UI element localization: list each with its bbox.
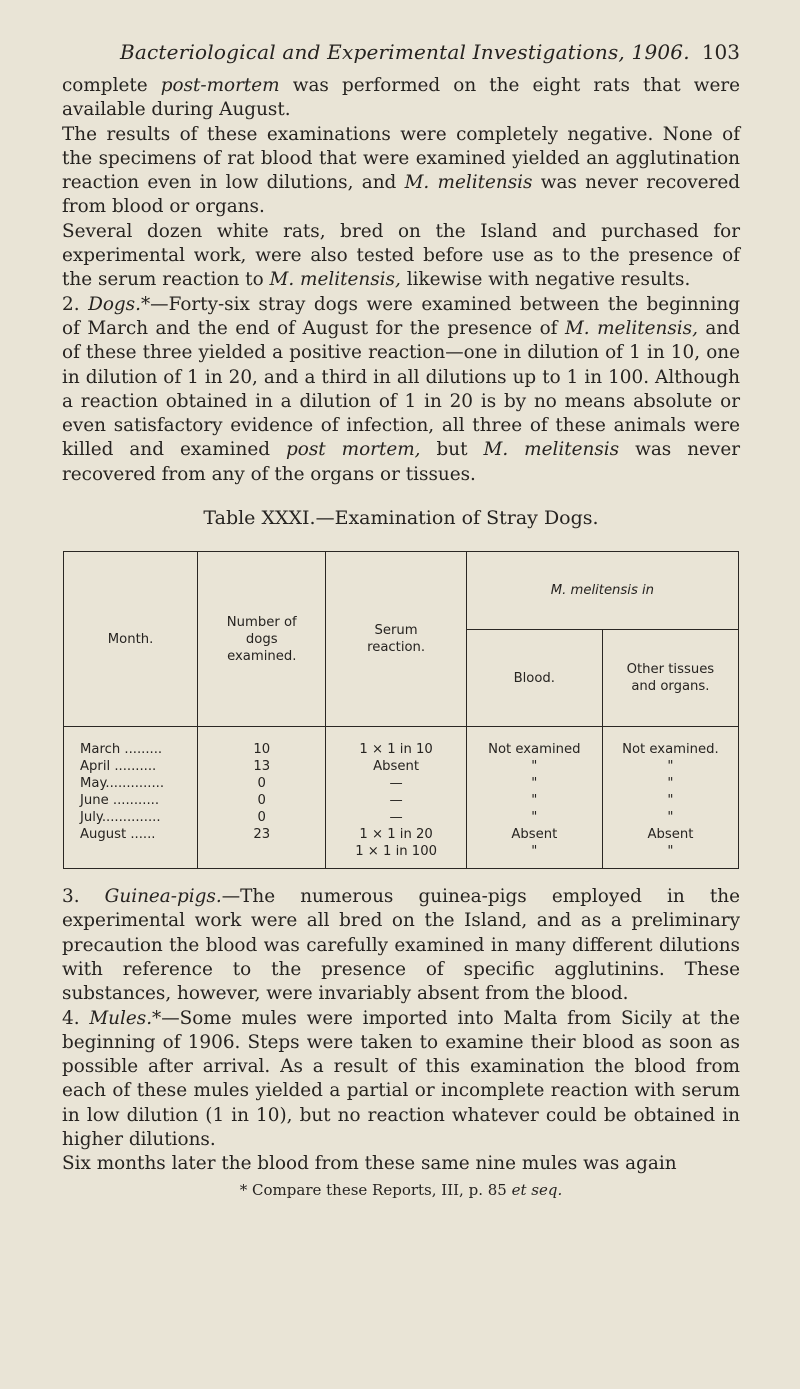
- paragraph: [62, 885, 740, 1006]
- table-cell-value: 1 × 1 in 10: [359, 742, 433, 758]
- table-cell-value: ": [531, 776, 538, 792]
- table-cell-value: May..............: [80, 776, 165, 792]
- table-cell-value: 1 × 1 in 100: [355, 844, 437, 860]
- table-cell-value: ": [667, 759, 674, 775]
- paragraph-segment: was never recovered from blood or organs.: [62, 172, 741, 218]
- table-cell-value: ": [531, 793, 538, 809]
- paragraph-segment: Mules.*: [89, 1007, 162, 1029]
- footnote-text: * Compare these Reports, III, p. 85: [239, 1180, 512, 1199]
- table-cell-value: 0: [257, 793, 266, 809]
- header-number: [198, 552, 326, 727]
- paragraph-segment: The results of these examinations were completely negative. None of the specimens of rat blood that were examined yielded an agglutination reaction even in low dilutions, and: [62, 123, 740, 194]
- paragraph-segment: Several dozen white rats, bred on the Island and purchased for experimental work, were also tested before use as to the presence of the serum reaction to: [62, 220, 740, 291]
- paragraph-segment: 2.: [62, 293, 89, 315]
- table-cell-value: ": [667, 776, 674, 792]
- paragraph: [62, 220, 740, 293]
- table-cell-value: 0: [257, 810, 266, 826]
- table-cell-value: Absent: [373, 759, 420, 775]
- paragraph: [62, 1007, 740, 1153]
- footnote-italic: et seq.: [511, 1180, 563, 1199]
- paragraph-segment: M. melitensis,: [564, 317, 698, 339]
- paragraph: [62, 123, 740, 220]
- paragraph-segment: but: [420, 439, 484, 461]
- cell-blood: [466, 727, 602, 869]
- body-text-top: [62, 74, 740, 487]
- table-cell-value: Absent: [511, 827, 558, 843]
- header-other: [602, 630, 738, 727]
- paragraph-segment: was never recovered from any of the organs or tissues.: [62, 439, 740, 485]
- paragraph-segment: was performed on the eight rats that were available during August.: [62, 75, 741, 121]
- paragraph-segment: 3.: [62, 886, 105, 908]
- paragraph-segment: post mortem,: [286, 439, 421, 461]
- paragraph-segment: and of these three yielded a positive reaction—one in dilution of 1 in 10, one in dilution of 1 in 20, and a third in all dilutions up to 1 in 100. Although a reaction obtained in a dilution of 1 in 20 is by no means absolute or even satisfactory evidence of infection, all three of these animals were killed and examined: [62, 317, 740, 461]
- table-caption: Table XXXI.—Examination of Stray Dogs.: [203, 507, 599, 530]
- table-cell-value: 23: [253, 827, 271, 843]
- header-other-text: Other tissues and organs.: [626, 662, 715, 695]
- paragraph-segment: Guinea-pigs.: [104, 886, 222, 908]
- header-number-text: Number of dogs examined.: [226, 614, 297, 664]
- paragraph-segment: Six months later the blood from these same nine mules was again: [62, 1153, 677, 1175]
- paragraph-segment: likewise with negative results.: [400, 269, 691, 291]
- running-title: Bacteriological and Experimental Investigations, 1906.: [120, 40, 690, 64]
- paragraph: [62, 1152, 740, 1176]
- header-month: Month.: [64, 552, 198, 727]
- paragraph: [62, 293, 740, 487]
- table-cell-value: —: [389, 810, 403, 826]
- paragraph-segment: Dogs.*: [88, 293, 151, 315]
- table-cell-value: —: [389, 776, 403, 792]
- table-cell-value: March .........: [80, 742, 163, 758]
- table-cell-value: ": [531, 844, 538, 860]
- running-head: [62, 40, 740, 74]
- paragraph-segment: M. melitensis,: [269, 269, 401, 291]
- table-cell-value: ": [667, 844, 674, 860]
- paragraph-segment: —Some mules were imported into Malta from Sicily at the beginning of 1906. Steps were taken to examine their blood as soon as possible after arrival. As a result of this examination the blood from each of these mules yielded a partial or incomplete reaction with serum in low dilution (1 in 10), but no reaction whatever could be obtained in higher dilutions.: [62, 1007, 740, 1151]
- header-blood: Blood.: [466, 630, 602, 727]
- table-row: [64, 727, 739, 869]
- paragraph-segment: complete: [62, 75, 161, 96]
- table-cell-value: ": [667, 810, 674, 826]
- footnote: [62, 1181, 740, 1199]
- header-group: M. melitensis in: [466, 552, 738, 630]
- stray-dogs-table: [63, 551, 739, 869]
- table-cell-value: 10: [253, 742, 271, 758]
- table-cell-value: August ......: [80, 827, 156, 843]
- table-cell-value: Not examined: [488, 742, 581, 758]
- paragraph-segment: —Forty-six stray dogs were examined between the beginning of March and the end of August for the presence of: [62, 293, 740, 339]
- cell-numbers: [198, 727, 326, 869]
- paragraph: [62, 74, 740, 123]
- table-cell-value: Absent: [647, 827, 694, 843]
- table-cell-value: ": [531, 810, 538, 826]
- table-cell-value: 1 × 1 in 20: [359, 827, 433, 843]
- table-cell-value: 13: [253, 759, 271, 775]
- cell-months: [64, 727, 198, 869]
- table-cell-value: Not examined.: [622, 742, 719, 758]
- paragraph-segment: —The numerous guinea-pigs employed in the experimental work were all bred on the Island, and as a preliminary precaution the blood was carefully examined in many different dilutions with reference to the presence of specific agglutinins. These substances, however, were invariably absent from the blood.: [62, 886, 740, 1005]
- table-cell-value: ": [531, 759, 538, 775]
- paragraph-segment: M. melitensis: [404, 172, 533, 194]
- table-cell-value: April ..........: [80, 759, 157, 775]
- page-number: 103: [701, 40, 740, 64]
- paragraph-segment: M. melitensis: [483, 439, 620, 461]
- table-cell-value: —: [389, 793, 403, 809]
- header-serum: [326, 552, 466, 727]
- cell-other: [602, 727, 738, 869]
- table-cell-value: ": [667, 793, 674, 809]
- paragraph-segment: 4.: [62, 1007, 90, 1029]
- header-serum-text: Serum reaction.: [367, 623, 426, 656]
- body-text-bottom: [62, 885, 740, 1177]
- cell-serum: [326, 727, 466, 869]
- table-cell-value: 0: [257, 776, 266, 792]
- paragraph-segment: post-mortem: [160, 75, 280, 96]
- table-cell-value: June ...........: [80, 793, 160, 809]
- table-cell-value: July..............: [80, 810, 161, 826]
